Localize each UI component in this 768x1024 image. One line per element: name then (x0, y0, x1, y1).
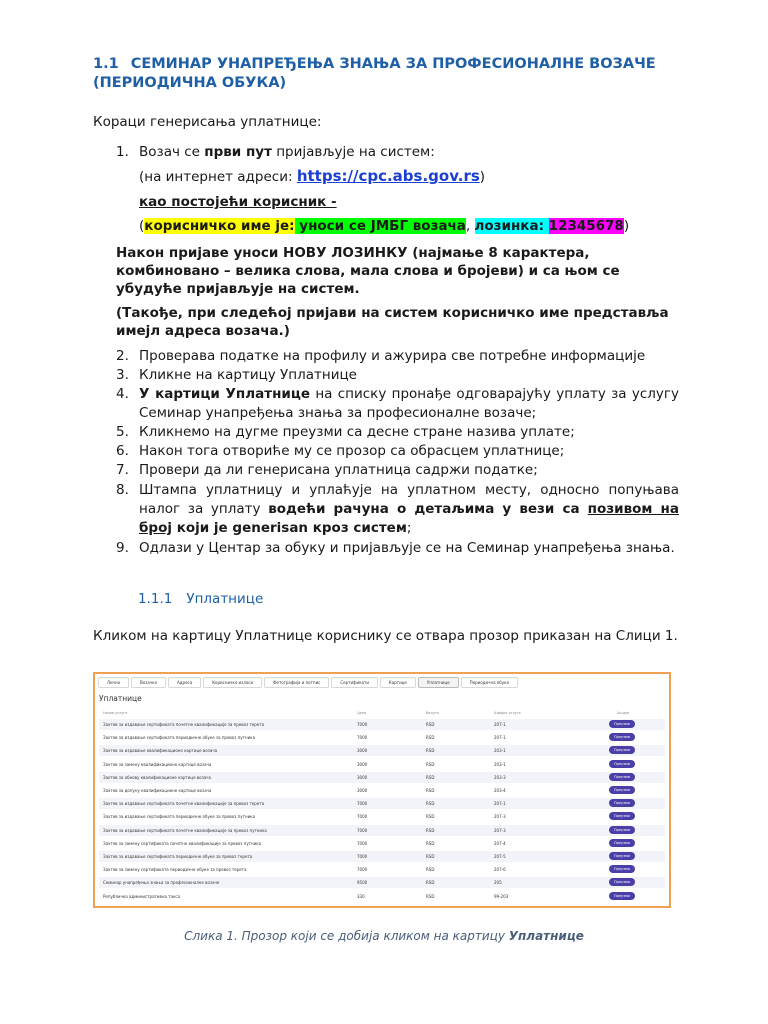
tab-6[interactable]: Картице (380, 677, 416, 688)
step-number: 9. (116, 540, 129, 556)
username-label: корисничко име је: (144, 218, 295, 234)
step-number: 7. (116, 462, 129, 478)
credentials-close: ) (623, 218, 630, 234)
service-code: 203-3 (494, 774, 506, 780)
currency: RSD (426, 722, 435, 727)
section-title-line2: (ПЕРИОДИЧНА ОБУКА) (93, 75, 287, 91)
tab-2[interactable]: Адреса (168, 677, 201, 688)
service-name: Захтев за замену сертификата периодичне обуке за превоз терета (103, 867, 247, 873)
tab-0[interactable]: Лично (98, 677, 129, 688)
payment-slips-screenshot (93, 672, 671, 908)
download-button[interactable]: Преузми (609, 720, 635, 728)
table-row (99, 759, 665, 770)
currency: RSD (426, 788, 435, 793)
username-value: уноси се ЈМБГ возача (299, 218, 466, 234)
table-row (99, 877, 665, 888)
step-4-text: на списку пронађе одговарајућу уплату за услугу Семинар унапређења знања за професионалне возаче; (139, 386, 679, 421)
currency: RSD (426, 854, 435, 859)
col-actions: Акције (617, 711, 630, 715)
price: 3000 (357, 788, 368, 793)
download-button[interactable]: Преузми (609, 760, 635, 768)
download-button[interactable]: Преузми (609, 826, 635, 834)
table-row (99, 851, 665, 862)
service-name: Захтев за обнову квалификационе картице возача (103, 774, 211, 780)
col-service-code: Шифра услуге (494, 711, 521, 715)
section-title-line1: СЕМИНАР УНАПРЕЂЕЊА ЗНАЊА ЗА ПРОФЕСИОНАЛНЕ ВОЗАЧЕ (130, 56, 656, 72)
step-4-bold: У картици Уплатнице (139, 386, 311, 402)
step-number: 2. (116, 348, 129, 364)
password-value: 12345678 (548, 218, 624, 234)
table-row (99, 811, 665, 822)
service-name: Захтев за издавање квалификационе картице возача (103, 748, 218, 754)
currency: RSD (426, 748, 435, 754)
section-heading (93, 55, 693, 93)
table-row (99, 785, 665, 796)
table-row (99, 838, 665, 849)
download-button[interactable]: Преузми (609, 733, 635, 741)
price: 7000 (357, 722, 368, 727)
price: 3000 (357, 761, 368, 767)
intro-text: Кораци генерисања уплатнице: (93, 114, 322, 130)
subsection-number: 1.1.1 (138, 591, 173, 607)
figure-caption (0, 929, 768, 943)
table-row (99, 772, 665, 783)
step-number: 8. (116, 482, 129, 498)
price: 3000 (357, 748, 368, 754)
credentials-open: ( (139, 218, 145, 234)
download-button[interactable]: Преузми (609, 786, 635, 794)
service-code: 99-203 (494, 893, 509, 899)
service-name: Семинар унапређења знања за професионалне возаче (103, 880, 220, 886)
currency: RSD (426, 761, 435, 767)
service-name: Захтев за замену квалификационе картице возача (103, 761, 212, 767)
service-name: Захтев за издавање сертификата почетне квалификације за превоз путника (103, 827, 267, 833)
currency: RSD (426, 735, 435, 741)
download-button[interactable]: Преузми (609, 865, 635, 873)
tab-1[interactable]: Возачко (131, 677, 166, 688)
service-name: Републичка административна такса (103, 893, 181, 899)
step-text: Кликнемо на дугме преузми са десне стране назива уплате; (139, 424, 575, 440)
profile-tabs (98, 677, 520, 688)
step-number: 6. (116, 443, 129, 459)
step-8-bold-end: који је generisan кроз систем (172, 520, 407, 536)
service-code: 207-1 (494, 722, 506, 727)
currency: RSD (426, 774, 435, 780)
step-number: 4. (116, 386, 129, 402)
figure-intro: Кликом на картицу Уплатнице кориснику се отвара прозор приказан на Слици 1. (93, 628, 678, 644)
tab-8[interactable]: Периодична обука (461, 677, 518, 688)
service-code: 207-4 (494, 840, 506, 846)
download-button[interactable]: Преузми (609, 852, 635, 860)
currency: RSD (426, 827, 435, 833)
col-price: Цена (357, 711, 367, 715)
service-code: 203-1 (494, 761, 506, 767)
currency: RSD (426, 814, 435, 820)
service-name: Захтев за издавање сертификата периодичне обуке за превоз терета (103, 854, 253, 859)
address-pre: (на интернет адреси: (139, 169, 297, 185)
currency: RSD (426, 893, 435, 899)
service-code: 207-6 (494, 867, 506, 873)
subsection-title: Уплатнице (186, 591, 264, 607)
table-row (99, 891, 665, 902)
service-name: Захтев за замену сертификата почетне квалификације за превоз путника (103, 840, 262, 846)
cpc-link[interactable]: https://cpc.abs.gov.rs (296, 167, 480, 185)
table-row (99, 719, 665, 730)
download-button[interactable]: Преузми (609, 839, 635, 847)
service-code: 207-3 (494, 827, 506, 833)
step-text: Провери да ли генерисана уплатница садржи податке; (139, 462, 538, 478)
reference-number-term: позивом на број (139, 501, 679, 536)
caption-text: Слика 1. Прозор који се добија кликом на картицу (184, 929, 509, 943)
step-text: Проверава податке на профилу и ажурира све потребне информације (139, 348, 646, 364)
step-1-text-pre: Возач се (139, 144, 205, 160)
address-line (139, 167, 485, 186)
download-button[interactable]: Преузми (609, 799, 635, 807)
service-name: Захтев за допуну квалификационе картице возача (103, 788, 212, 793)
currency: RSD (426, 867, 435, 873)
price: 7000 (357, 840, 368, 846)
table-row (99, 745, 665, 756)
service-code: 207-1 (494, 801, 506, 807)
price: 7000 (357, 867, 368, 873)
currency: RSD (426, 801, 435, 807)
tab-3[interactable]: Корисничко излоси (203, 677, 262, 688)
step-8-bold: водећи рачуна о детаљима у вези са (268, 501, 588, 517)
download-button[interactable]: Преузми (609, 746, 635, 754)
tab-5[interactable]: Сертификати (331, 677, 378, 688)
currency: RSD (426, 840, 435, 846)
step-1-bold: први пут (204, 144, 272, 160)
service-code: 207-1 (494, 735, 506, 741)
table-row (99, 864, 665, 875)
download-button[interactable]: Преузми (609, 812, 635, 820)
download-button[interactable]: Преузми (609, 878, 635, 886)
service-name: Захтев за издавање сертификата почетне квалификације за превоз терета (103, 801, 265, 807)
price: 7000 (357, 735, 368, 741)
subsection-heading (138, 591, 263, 607)
table-row (99, 825, 665, 836)
step-text: Кликне на картицу Уплатнице (139, 367, 357, 383)
price: 7000 (357, 814, 368, 820)
table-row (99, 732, 665, 743)
step-number: 5. (116, 424, 129, 440)
address-post: ) (479, 169, 486, 185)
step-number: 1. (116, 144, 129, 160)
existing-user-label: као постојећи корисник - (139, 194, 337, 210)
service-code: 207-5 (494, 854, 506, 859)
table-row (99, 798, 665, 809)
service-code: 207-3 (494, 814, 506, 820)
new-password-note: Након пријаве уноси НОВУ ЛОЗИНКУ (најмање 8 карактера, комбиновано – велика слова, мала слова и бројеви) и са њом се убудуће пријављује на систем. (116, 245, 620, 297)
price: 330 (357, 893, 365, 899)
step-text: Након тога отвориће му се прозор са обрасцем уплатнице; (139, 443, 565, 459)
email-note: (Такође, при следећој пријави на систем корисничко име представља имејл адреса возача.) (116, 305, 669, 339)
currency: RSD (426, 880, 435, 886)
step-number: 3. (116, 367, 129, 383)
step-8-post: ; (406, 520, 412, 536)
col-service-name: Назив услуге (103, 711, 128, 715)
service-name: Захтев за издавање сертификата почетне квалификације за превоз терета (103, 722, 265, 727)
section-number: 1.1 (93, 56, 119, 72)
credentials-comma: , (465, 218, 475, 234)
password-label: лозинка: (474, 218, 544, 234)
payment-slips-title: Уплатнице (99, 694, 142, 703)
step-8-text: Штампа уплатницу и уплаћује на уплатном месту, односно попуњава налог за уплату (139, 482, 679, 517)
price: 7000 (357, 854, 368, 859)
tab-7[interactable]: Уплатнице (418, 677, 459, 688)
price: 3000 (357, 774, 368, 780)
download-button[interactable]: Преузми (609, 773, 635, 781)
download-button[interactable]: Преузми (609, 892, 635, 900)
price: 9500 (357, 880, 368, 886)
step-text: Одлази у Центар за обуку и пријављује се на Семинар унапређења знања. (139, 540, 675, 556)
price: 7000 (357, 801, 368, 807)
service-code: 203-4 (494, 788, 506, 793)
tab-4[interactable]: Фотографија и потпис (264, 677, 329, 688)
service-name: Захтев за издавање сертификата периодичне обуке за превоз путника (103, 735, 256, 741)
step-1-text-post: пријављује на систем: (271, 144, 435, 160)
service-name: Захтев за издавање сертификата периодичне обуке за превоз путника (103, 814, 256, 820)
service-code: 205 (494, 880, 502, 886)
col-currency: Валута (426, 711, 440, 715)
price: 7000 (357, 827, 368, 833)
caption-bold: Уплатнице (508, 929, 584, 943)
credentials-line (139, 217, 629, 235)
service-code: 203-1 (494, 748, 506, 754)
